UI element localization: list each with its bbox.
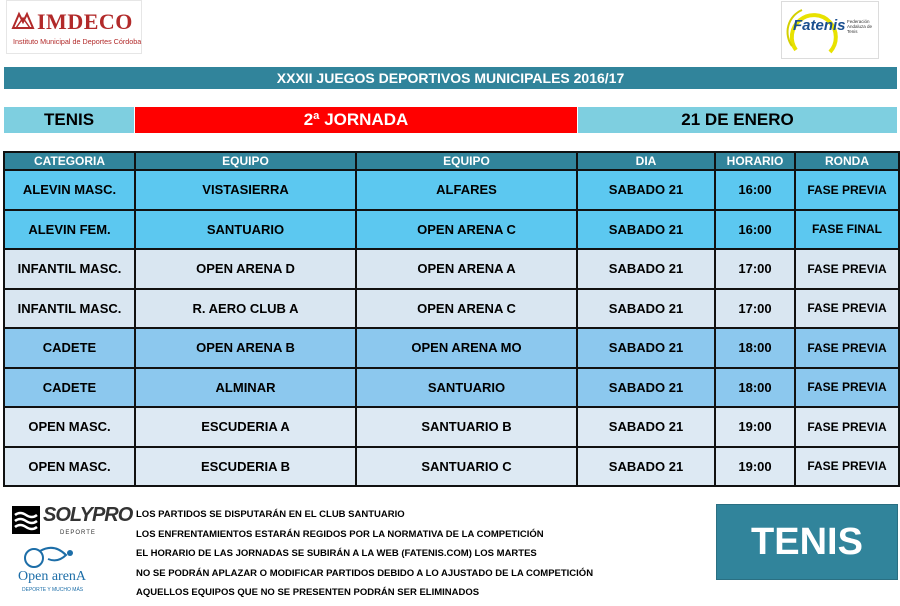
fatenis-name: Fatenis	[793, 17, 846, 34]
cell-dia: SABADO 21	[577, 328, 715, 368]
cell-dia: SABADO 21	[577, 368, 715, 408]
table-header-row	[4, 152, 899, 170]
cell-equipo-1: ALMINAR	[135, 368, 356, 408]
cell-categoria: ALEVIN MASC.	[4, 170, 135, 210]
column-header-ronda: RONDA	[795, 152, 899, 170]
cell-ronda: FASE PREVIA	[795, 447, 899, 487]
cell-dia: SABADO 21	[577, 447, 715, 487]
table-row	[4, 407, 899, 447]
openarena-subtitle: DEPORTE Y MUCHO MÁS	[22, 587, 84, 593]
cell-dia: SABADO 21	[577, 170, 715, 210]
cell-equipo-1: VISTASIERRA	[135, 170, 356, 210]
table-row	[4, 368, 899, 408]
cell-categoria: INFANTIL MASC.	[4, 289, 135, 329]
fatenis-subtitle: Federación Andaluza de Tenis	[847, 19, 873, 34]
cell-dia: SABADO 21	[577, 407, 715, 447]
imdeco-name: IMDECO	[37, 9, 133, 34]
cell-horario: 16:00	[715, 210, 795, 250]
imdeco-subtitle: Instituto Municipal de Deportes Córdoba	[13, 37, 142, 46]
cell-horario: 18:00	[715, 328, 795, 368]
cell-equipo-2: OPEN ARENA C	[356, 289, 577, 329]
note-item: NO SE PODRÁN APLAZAR O MODIFICAR PARTIDOS DEBIDO A LO AJUSTADO DE LA COMPETICIÓN	[136, 567, 594, 579]
cell-categoria: OPEN MASC.	[4, 407, 135, 447]
column-header-horario: HORARIO	[715, 152, 795, 170]
solypro-mark-icon	[12, 506, 40, 534]
note-item: AQUELLOS EQUIPOS QUE NO SE PRESENTEN PODRÁN SER ELIMINADOS	[136, 587, 480, 598]
cell-equipo-2: OPEN ARENA C	[356, 210, 577, 250]
cell-horario: 17:00	[715, 249, 795, 289]
note-item: EL HORARIO DE LAS JORNADAS SE SUBIRÁN A LA WEB (FATENIS.COM) LOS MARTES	[136, 548, 537, 559]
cell-ronda: FASE FINAL	[795, 210, 899, 250]
page-title: XXXII JUEGOS DEPORTIVOS MUNICIPALES 2016/17	[4, 67, 897, 89]
cell-categoria: OPEN MASC.	[4, 447, 135, 487]
cell-horario: 19:00	[715, 447, 795, 487]
schedule-table	[3, 151, 900, 487]
note-item: LOS ENFRENTAMIENTOS ESTARÁN REGIDOS POR LA NORMATIVA DE LA COMPETICIÓN	[136, 528, 544, 540]
imdeco-emblem-icon	[11, 10, 35, 32]
cell-equipo-1: OPEN ARENA D	[135, 249, 356, 289]
column-header-categoria: CATEGORIA	[4, 152, 135, 170]
openarena-logo	[14, 545, 102, 595]
cell-equipo-1: R. AERO CLUB A	[135, 289, 356, 329]
cell-ronda: FASE PREVIA	[795, 407, 899, 447]
openarena-name: Open arenA	[18, 569, 87, 584]
note-item: LOS PARTIDOS SE DISPUTARÁN EN EL CLUB SANTUARIO	[136, 509, 405, 520]
cell-ronda: FASE PREVIA	[795, 328, 899, 368]
table-row	[4, 249, 899, 289]
cell-equipo-1: ESCUDERIA A	[135, 407, 356, 447]
openarena-figure-icon	[14, 545, 102, 571]
cell-equipo-2: ALFARES	[356, 170, 577, 210]
table-row	[4, 289, 899, 329]
cell-categoria: CADETE	[4, 368, 135, 408]
notes-list	[136, 508, 706, 606]
sport-badge: TENIS	[716, 504, 898, 580]
cell-equipo-1: OPEN ARENA B	[135, 328, 356, 368]
cell-ronda: FASE PREVIA	[795, 249, 899, 289]
cell-equipo-2: SANTUARIO	[356, 368, 577, 408]
cell-horario: 16:00	[715, 170, 795, 210]
cell-equipo-1: ESCUDERIA B	[135, 447, 356, 487]
solypro-logo	[12, 504, 133, 540]
solypro-name: SOLYPRO	[43, 504, 133, 526]
fatenis-logo	[781, 1, 879, 59]
cell-ronda: FASE PREVIA	[795, 289, 899, 329]
table-row	[4, 210, 899, 250]
cell-equipo-2: SANTUARIO C	[356, 447, 577, 487]
cell-categoria: CADETE	[4, 328, 135, 368]
cell-categoria: ALEVIN FEM.	[4, 210, 135, 250]
cell-dia: SABADO 21	[577, 210, 715, 250]
cell-equipo-1: SANTUARIO	[135, 210, 356, 250]
column-header-dia: DIA	[577, 152, 715, 170]
column-header-equipo-2: EQUIPO	[356, 152, 577, 170]
cell-equipo-2: SANTUARIO B	[356, 407, 577, 447]
header-sport: TENIS	[4, 107, 134, 133]
header-date: 21 DE ENERO	[578, 107, 897, 133]
cell-equipo-2: OPEN ARENA MO	[356, 328, 577, 368]
table-row	[4, 328, 899, 368]
imdeco-logo	[6, 0, 142, 54]
header-jornada: 2ª JORNADA	[135, 107, 577, 133]
cell-ronda: FASE PREVIA	[795, 368, 899, 408]
column-header-equipo-1: EQUIPO	[135, 152, 356, 170]
cell-horario: 18:00	[715, 368, 795, 408]
cell-ronda: FASE PREVIA	[795, 170, 899, 210]
table-row	[4, 170, 899, 210]
cell-horario: 19:00	[715, 407, 795, 447]
cell-horario: 17:00	[715, 289, 795, 329]
cell-equipo-2: OPEN ARENA A	[356, 249, 577, 289]
cell-categoria: INFANTIL MASC.	[4, 249, 135, 289]
solypro-subtitle: DEPORTE	[60, 530, 96, 536]
cell-dia: SABADO 21	[577, 289, 715, 329]
cell-dia: SABADO 21	[577, 249, 715, 289]
table-row	[4, 447, 899, 487]
